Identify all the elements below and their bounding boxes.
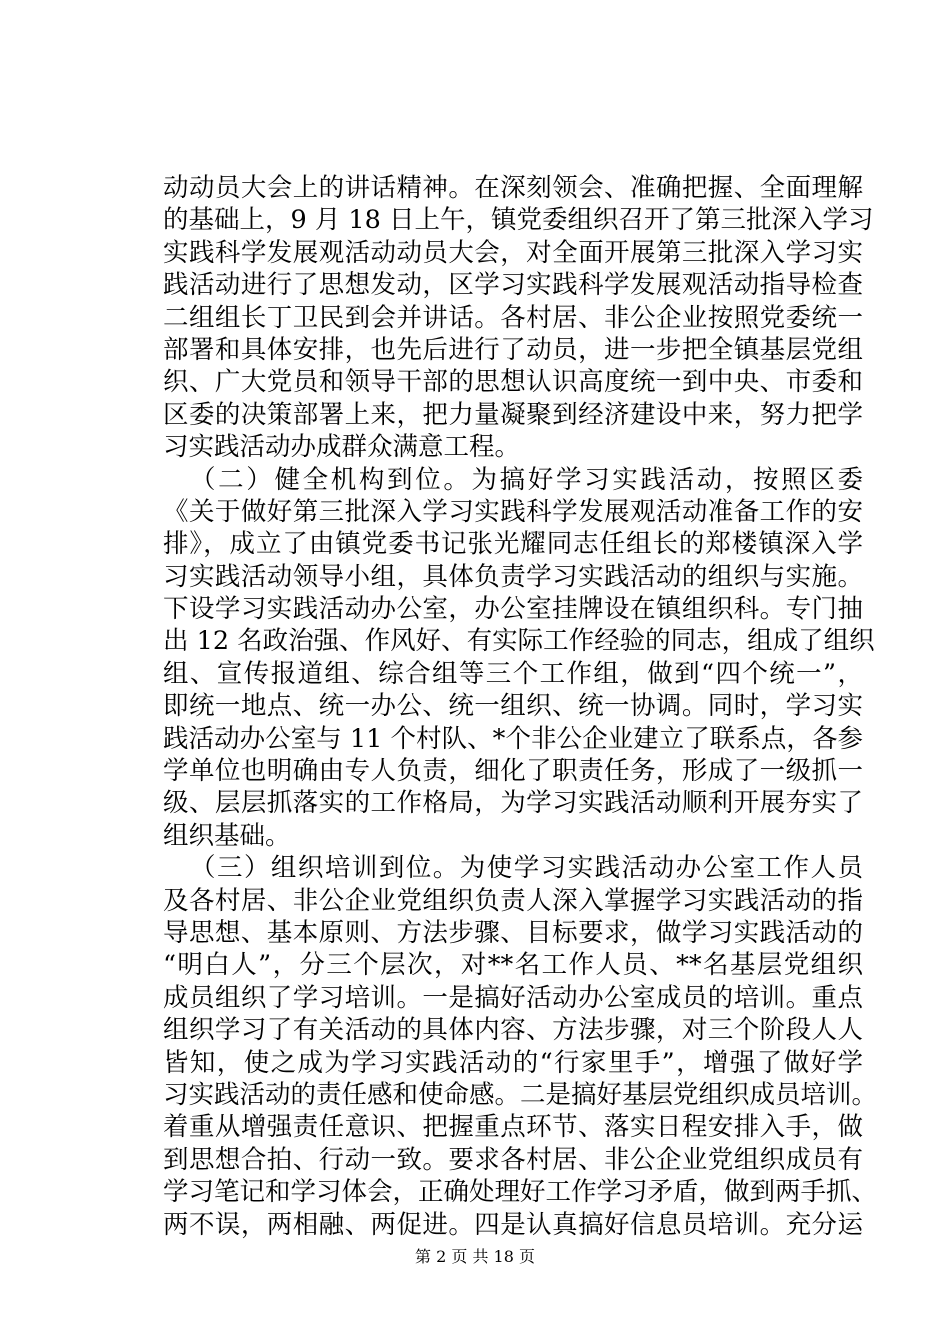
body-line: 级、层层抓落实的工作格局，为学习实践活动顺利开展夯实了 (163, 788, 863, 819)
body-line: 组织基础。 (163, 820, 291, 851)
body-line: 部署和具体安排，也先后进行了动员，进一步把全镇基层党组 (163, 334, 863, 365)
body-line: 的基础上，9 月 18 日上午，镇党委组织召开了第三批深入学习 (163, 205, 874, 236)
body-line: 习实践活动的责任感和使命感。二是搞好基层党组织成员培训。 (163, 1079, 878, 1110)
body-line: 动动员大会上的讲话精神。在深刻领会、准确把握、全面理解 (163, 173, 863, 203)
body-line: 《关于做好第三批深入学习实践科学发展观活动准备工作的安 (163, 496, 863, 527)
body-line: 区委的决策部署上来，把力量凝聚到经济建设中来，努力把学 (163, 399, 863, 430)
body-line: 着重从增强责任意识、把握重点环节、落实日程安排入手，做 (163, 1112, 863, 1143)
body-line: “明白人”，分三个层次，对**名工作人员、**名基层党组织 (163, 950, 863, 981)
body-line: 及各村居、非公企业党组织负责人深入掌握学习实践活动的指 (163, 885, 863, 916)
body-line: 二组组长丁卫民到会并讲话。各村居、非公企业按照党委统一 (163, 302, 863, 333)
body-line: 组织学习了有关活动的具体内容、方法步骤，对三个阶段人人 (163, 1015, 863, 1046)
body-line: 织、广大党员和领导干部的思想认识高度统一到中央、市委和 (163, 367, 863, 398)
body-line: 践活动办公室与 11 个村队、*个非公企业建立了联系点，各参 (163, 723, 863, 754)
body-line: 皆知，使之成为学习实践活动的“行家里手”，增强了做好学 (163, 1047, 863, 1078)
body-line: 两不误，两相融、两促进。四是认真搞好信息员培训。充分运 (163, 1209, 863, 1240)
body-line: 成员组织了学习培训。一是搞好活动办公室成员的培训。重点 (163, 982, 863, 1013)
body-line: 学习笔记和学习体会，正确处理好工作学习矛盾，做到两手抓、 (163, 1177, 878, 1208)
body-line: 学单位也明确由专人负责，细化了职责任务，形成了一级抓一 (163, 756, 863, 787)
body-line: 导思想、基本原则、方法步骤、目标要求，做学习实践活动的 (163, 917, 863, 948)
body-line: 出 12 名政治强、作风好、有实际工作经验的同志，组成了组织 (163, 626, 875, 657)
body-line: （三）组织培训到位。为使学习实践活动办公室工作人员 (190, 853, 863, 884)
body-line: 即统一地点、统一办公、统一组织、统一协调。同时，学习实 (163, 691, 863, 722)
page-footer: 第 2 页 共 18 页 (415, 1247, 535, 1266)
body-line: 下设学习实践活动办公室，办公室挂牌设在镇组织科。专门抽 (163, 594, 863, 625)
body-line: 习实践活动领导小组，具体负责学习实践活动的组织与实施。 (163, 561, 863, 592)
body-line: 到思想合拍、行动一致。要求各村居、非公企业党组织成员有 (163, 1144, 863, 1175)
body-line: 习实践活动办成群众满意工程。 (163, 432, 521, 463)
body-line: 排》，成立了由镇党委书记张光耀同志任组长的郑楼镇深入学 (163, 529, 863, 560)
body-line: 组、宣传报道组、综合组等三个工作组，做到“四个统一”， (163, 658, 863, 689)
document-body (163, 172, 878, 1241)
body-line: 践活动进行了思想发动，区学习实践科学发展观活动指导检查 (163, 270, 863, 301)
body-line: （二）健全机构到位。为搞好学习实践活动，按照区委 (190, 464, 863, 495)
body-line: 实践科学发展观活动动员大会，对全面开展第三批深入学习实 (163, 237, 863, 268)
